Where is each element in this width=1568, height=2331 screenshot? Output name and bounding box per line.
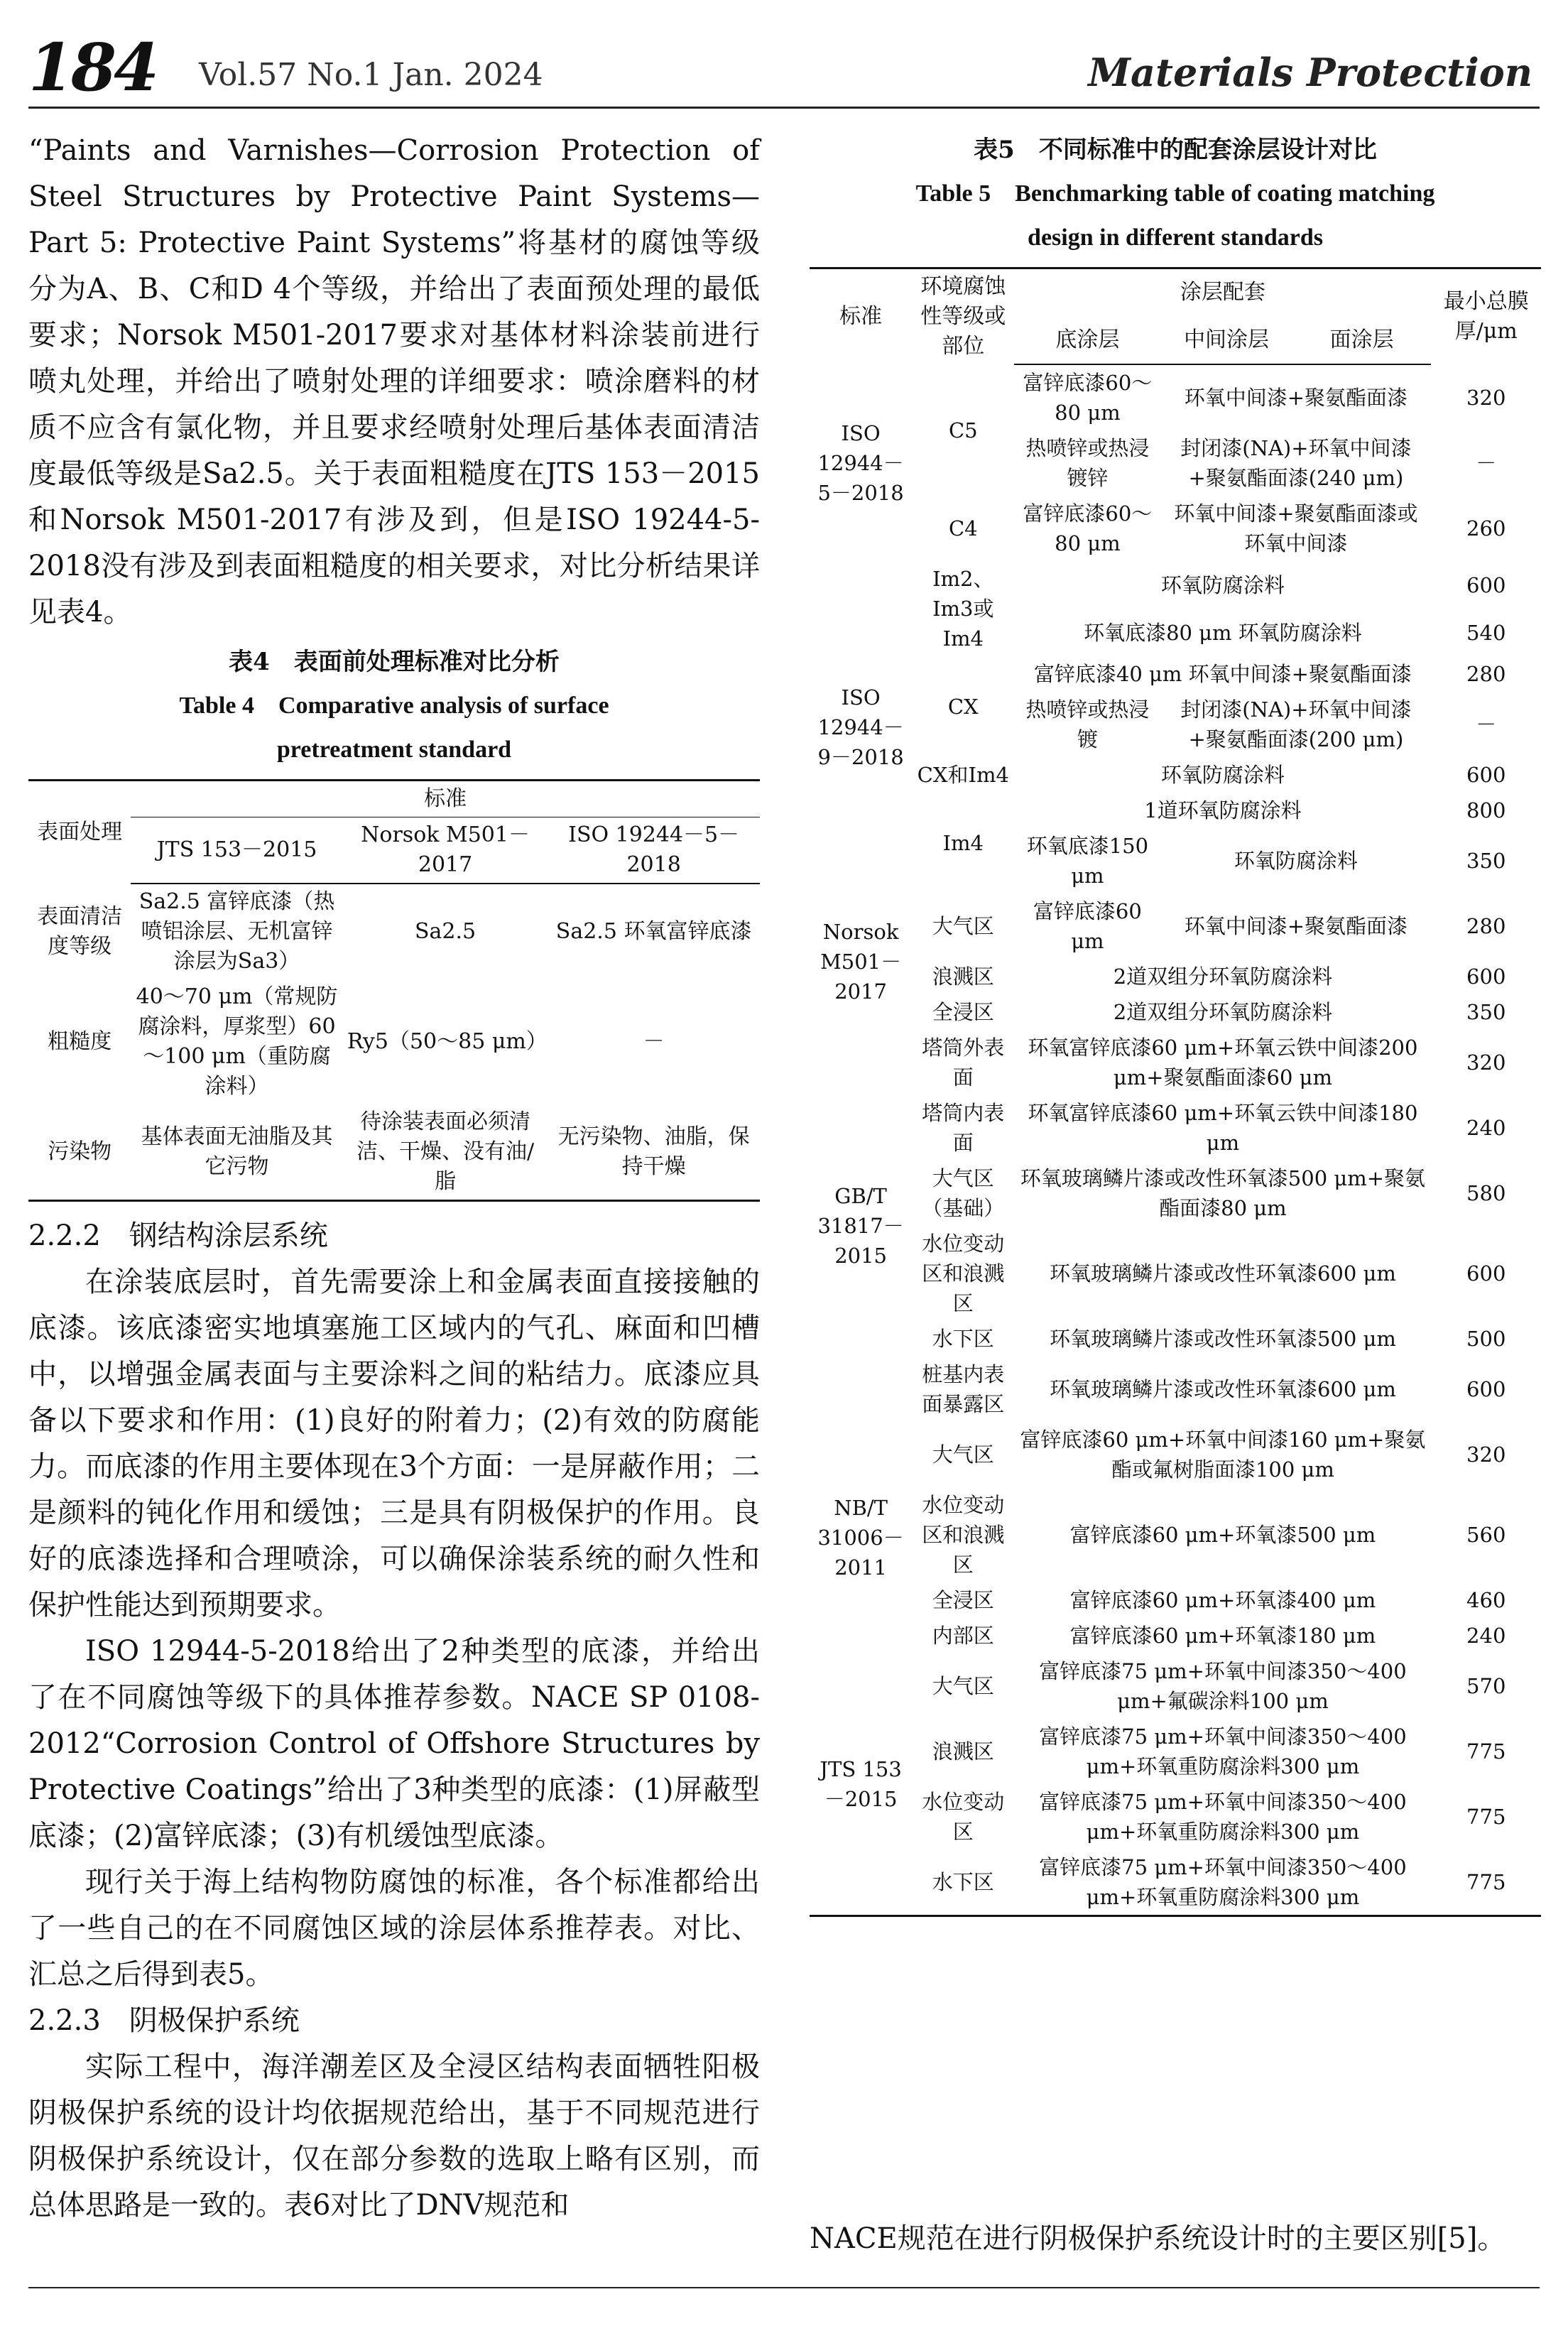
table-row — [810, 1422, 1541, 1487]
table-cell: － — [1476, 451, 1497, 475]
table-5 — [810, 267, 1541, 1917]
table-cell: 热喷锌或热浸镀 — [1025, 697, 1150, 751]
table-cell: 富锌底漆60 μm — [1033, 899, 1142, 953]
table-header: 中间涂层 — [1160, 317, 1292, 364]
table-cell: 环氧中间漆+聚氨酯面漆或环氧中间漆 — [1174, 501, 1418, 555]
table-cell: 环氧底漆80 μm 环氧防腐涂料 — [1084, 620, 1362, 645]
table-cell: C4 — [948, 516, 978, 540]
table-row — [28, 979, 760, 1104]
table-row — [810, 364, 1541, 430]
table-cell: 环氧防腐涂料 — [1234, 849, 1358, 873]
table-header: 环境腐蚀性等级或部位 — [920, 274, 1006, 359]
table4-caption-en: Table 4 Comparative analysis of surface — [179, 692, 609, 719]
table-cell: 800 — [1466, 798, 1506, 822]
page-header — [28, 28, 1540, 109]
table-cell: 环氧玻璃鳞片漆或改性环氧漆600 μm — [1049, 1261, 1396, 1286]
table-row — [810, 994, 1541, 1030]
table-row — [810, 959, 1541, 994]
table-cell: 全浸区 — [932, 1588, 994, 1612]
table-cell: 350 — [1466, 1000, 1506, 1024]
table-cell: C5 — [948, 418, 978, 442]
table-cell: 浪溅区 — [932, 1739, 994, 1764]
table-cell: Sa2.5 — [414, 919, 477, 944]
table-cell: 环氧防腐涂料 — [1160, 572, 1285, 597]
table-cell: GB/T 31817－2015 — [817, 1184, 904, 1268]
table-cell: 大气区 — [932, 1442, 994, 1467]
table-4 — [28, 779, 760, 1202]
paragraph-continuation: NACE规范在进行阴极保护系统设计时的主要区别[5]。 — [810, 2222, 1506, 2255]
table-row — [810, 1653, 1541, 1719]
table-cell: 水下区 — [932, 1327, 994, 1351]
table-cell: 富锌底漆60～80 μm — [1023, 371, 1153, 425]
table-cell: 富锌底漆60 μm+环氧漆500 μm — [1069, 1523, 1376, 1547]
table-cell: Im2、Im3或Im4 — [932, 567, 994, 651]
table-cell: 表面清洁度等级 — [37, 903, 123, 959]
table-cell: 富锌底漆40 μm 环氧中间漆+聚氨酯面漆 — [1033, 662, 1412, 686]
table-cell: 塔筒外表面 — [922, 1036, 1005, 1090]
table-cell: 560 — [1466, 1523, 1506, 1547]
table-cell: 40～70 μm（常规防腐涂料，厚浆型）60～100 μm（重防腐涂料） — [136, 984, 338, 1099]
table-row — [810, 1582, 1541, 1618]
section-heading: 2.2.2 钢结构涂层系统 — [28, 1219, 328, 1252]
table-cell: 塔筒内表面 — [922, 1101, 1005, 1155]
table-cell: 320 — [1466, 1050, 1506, 1075]
table-cell: 600 — [1466, 572, 1506, 597]
table-cell: 600 — [1466, 763, 1506, 787]
left-column — [28, 128, 760, 2229]
table-cell: 封闭漆(NA)+环氧中间漆+聚氨酯面漆(240 μm) — [1180, 436, 1412, 490]
table-cell: 环氧防腐涂料 — [1160, 763, 1285, 787]
table-cell: 570 — [1466, 1674, 1506, 1698]
table-cell: 水位变动区和浪溅区 — [922, 1232, 1005, 1315]
table-cell: 240 — [1466, 1116, 1506, 1140]
table-cell: 环氧底漆150 μm — [1026, 834, 1149, 888]
right-column — [810, 128, 1541, 1917]
table-cell: 环氧玻璃鳞片漆或改性环氧漆500 μm — [1049, 1327, 1396, 1351]
table-cell: － — [1476, 712, 1497, 737]
table-cell: CX — [947, 695, 979, 719]
table-cell: 600 — [1466, 1261, 1506, 1286]
table-cell: 待涂装表面必须清洁、干燥、没有油/脂 — [356, 1109, 535, 1194]
table-row — [810, 561, 1541, 609]
table-cell: 260 — [1466, 516, 1506, 540]
table-row — [810, 1161, 1541, 1226]
table-cell: 富锌底漆75 μm+环氧中间漆350～400 μm+环氧重防腐涂料300 μm — [1039, 1855, 1407, 1909]
table-cell: 全浸区 — [932, 1000, 994, 1024]
table-cell: 350 — [1466, 849, 1506, 873]
table-cell: 540 — [1466, 620, 1506, 645]
table-row — [810, 757, 1541, 793]
table-row — [810, 656, 1541, 692]
table-cell: 环氧玻璃鳞片漆或改性环氧漆600 μm — [1049, 1377, 1396, 1401]
table-row — [810, 1321, 1541, 1357]
section-heading: 2.2.3 阴极保护系统 — [28, 2004, 300, 2037]
volume-info: Vol.57 No.1 Jan. 2024 — [199, 57, 543, 93]
table-cell: 富锌底漆75 μm+环氧中间漆350～400 μm+环氧重防腐涂料300 μm — [1039, 1724, 1407, 1778]
table-cell: Sa2.5 富锌底漆（热喷铝涂层、无机富锌涂层为Sa3） — [138, 889, 335, 974]
table-cell: 热喷锌或热浸镀锌 — [1025, 436, 1150, 490]
table-header: 标准 — [424, 786, 467, 811]
paragraph: 在涂装底层时，首先需要涂上和金属表面直接接触的底漆。该底漆密实地填塞施工区域内的气孔、麻面和凹槽中，以增强金属表面与主要涂料之间的粘结力。底漆应具备以下要求和作用：(1)良好的附着力；(2)有效的防腐能力。而底漆的作用主要体现在3个方面：一是屏蔽作用；二是颜料的钝化作用和缓蚀；三是具有阴极保护的作用。良好的底漆选择和合理喷涂，可以确保涂装系统的耐久性和保护性能达到预期要求。 — [28, 1266, 760, 1621]
table-row — [810, 1357, 1541, 1422]
table-row — [810, 1487, 1541, 1582]
footer-divider — [28, 2287, 1540, 2288]
table-cell: 775 — [1466, 1870, 1506, 1894]
table-cell: 大气区 — [932, 1674, 994, 1698]
table-cell: JTS 153－2015 — [820, 1757, 902, 1811]
table-cell: 封闭漆(NA)+环氧中间漆+聚氨酯面漆(200 μm) — [1180, 697, 1412, 751]
table-cell: Norsok M501－2017 — [820, 920, 902, 1004]
table-header: 最小总膜厚/μm — [1443, 289, 1529, 344]
table5-caption-cn: 表5 不同标准中的配套涂层设计对比 — [974, 136, 1377, 164]
table5-caption-en: Table 5 Benchmarking table of coating matching — [915, 180, 1435, 207]
table-cell: 环氧中间漆+聚氨酯面漆 — [1184, 386, 1408, 410]
table-row — [810, 1849, 1541, 1916]
paragraph: “Paints and Varnishes—Corrosion Protection of Steel Structures by Protective Paint Systems—Part 5: Protective Paint Systems”将基材的腐蚀等级分为A、B、C和D 4个等级，并给出了表面预处理的最低要求；Norsok M501-2017要求对基体材料涂装前进行喷丸处理，并给出了喷射处理的详细要求：喷涂磨料的材质不应含有氯化物，并且要求经喷射处理后基体表面清洁度最低等级是Sa2.5。关于表面粗糙度在JTS 153－2015和Norsok M501-2017有涉及到，但是ISO 19244-5-2018没有涉及到表面粗糙度的相关要求，对比分析结果详见表4。 — [28, 134, 760, 629]
table-cell: 240 — [1466, 1624, 1506, 1648]
table-cell: 富锌底漆60～80 μm — [1023, 501, 1153, 555]
table-cell: 600 — [1466, 965, 1506, 989]
table-row — [28, 884, 760, 979]
table-cell: 富锌底漆75 μm+环氧中间漆350～400 μm+氟碳涂料100 μm — [1039, 1659, 1407, 1713]
table-cell: Sa2.5 环氧富锌底漆 — [555, 919, 752, 944]
table-cell: － — [643, 1029, 665, 1054]
table-cell: 500 — [1466, 1327, 1506, 1351]
table-cell: 环氧富锌底漆60 μm+环氧云铁中间漆180 μm — [1028, 1101, 1418, 1155]
table-header: 底涂层 — [1014, 317, 1160, 364]
table-cell: 2道双组分环氧防腐涂料 — [1113, 965, 1333, 989]
table-cell: 水位变动区 — [922, 1790, 1005, 1844]
table-cell: 环氧玻璃鳞片漆或改性环氧漆500 μm+聚氨酯面漆80 μm — [1020, 1166, 1426, 1220]
table-header: 面涂层 — [1292, 317, 1432, 364]
table-row — [810, 1618, 1541, 1653]
table-cell: 内部区 — [932, 1624, 994, 1648]
table-cell: 1道环氧防腐涂料 — [1144, 798, 1302, 822]
table-cell: 富锌底漆60 μm+环氧漆180 μm — [1069, 1624, 1376, 1648]
table-header: Norsok M501－2017 — [343, 817, 548, 884]
table-cell: ISO 12944－5－2018 — [817, 420, 904, 505]
table-cell: 320 — [1466, 385, 1506, 410]
paragraph: 实际工程中，海洋潮差区及全浸区结构表面牺牲阳极阴极保护系统的设计均依据规范给出，基于不同规范进行阴极保护系统设计，仅在部分参数的选取上略有区别，而总体思路是一致的。表6对比了DNV规范和 — [28, 2050, 760, 2222]
table-row — [810, 1030, 1541, 1095]
table-cell: 320 — [1466, 1442, 1506, 1467]
table-cell: 580 — [1466, 1181, 1506, 1205]
table-cell: 富锌底漆60 μm+环氧中间漆160 μm+聚氨酯或氟树脂面漆100 μm — [1020, 1428, 1426, 1482]
table-cell: 280 — [1466, 662, 1506, 686]
table-cell: 污染物 — [48, 1139, 112, 1164]
table-cell: Im4 — [942, 831, 984, 855]
table-cell: CX和Im4 — [917, 763, 1009, 787]
table4-caption-en-2: pretreatment standard — [276, 737, 512, 763]
table-header: 表面处理 — [37, 820, 123, 844]
table-cell: 775 — [1466, 1805, 1506, 1829]
table-cell: 浪溅区 — [932, 965, 994, 989]
table-header: ISO 19244－5－2018 — [548, 817, 760, 884]
table-row — [810, 793, 1541, 828]
table-row — [810, 1226, 1541, 1321]
table-cell: 水位变动区和浪溅区 — [922, 1493, 1005, 1577]
table-header: 涂层配套 — [1180, 280, 1265, 305]
paragraph: 现行关于海上结构物防腐蚀的标准，各个标准都给出了一些自己的在不同腐蚀区域的涂层体系推荐表。对比、汇总之后得到表5。 — [28, 1866, 760, 1991]
journal-name: Materials Protection — [1088, 50, 1532, 95]
table-cell: 2道双组分环氧防腐涂料 — [1113, 1000, 1333, 1024]
table-cell: 水下区 — [932, 1870, 994, 1894]
table-cell: 粗糙度 — [48, 1029, 112, 1054]
table-cell: 280 — [1466, 914, 1506, 938]
table-row — [810, 1095, 1541, 1161]
table-row — [810, 1719, 1541, 1784]
table-row — [810, 893, 1541, 959]
table5-caption-en-2: design in different standards — [1028, 224, 1323, 251]
table-header: JTS 153－2015 — [131, 817, 343, 884]
table-row — [28, 1104, 760, 1201]
table-cell: 460 — [1466, 1588, 1506, 1612]
table-cell: NB/T 31006－2011 — [817, 1496, 904, 1580]
table-cell: 桩基内表面暴露区 — [922, 1362, 1005, 1416]
table-cell: 基体表面无油脂及其它污物 — [141, 1124, 333, 1179]
table-cell: 大气区 — [932, 914, 994, 938]
table-cell: 富锌底漆60 μm+环氧漆400 μm — [1069, 1588, 1376, 1612]
table-cell: 大气区（基础） — [922, 1166, 1005, 1220]
table-header: 标准 — [839, 304, 883, 329]
table-row — [810, 496, 1541, 561]
paragraph: ISO 12944-5-2018给出了2种类型的底漆，并给出了在不同腐蚀等级下的具体推荐参数。NACE SP 0108-2012“Corrosion Control of Offshore Structures by Protective Coatings”给出了3种类型的底漆：(1)屏蔽型底漆；(2)富锌底漆；(3)有机缓蚀型底漆。 — [28, 1635, 760, 1852]
table4-caption-cn: 表4 表面前处理标准对比分析 — [229, 648, 560, 676]
table-cell: 600 — [1466, 1377, 1506, 1401]
table-cell: 富锌底漆75 μm+环氧中间漆350～400 μm+环氧重防腐涂料300 μm — [1039, 1790, 1407, 1844]
table-cell: Ry5（50～85 μm） — [347, 1029, 548, 1054]
table-cell: 环氧中间漆+聚氨酯面漆 — [1184, 914, 1408, 938]
table-cell: 环氧富锌底漆60 μm+环氧云铁中间漆200 μm+聚氨酯面漆60 μm — [1028, 1036, 1418, 1090]
table-cell: 无污染物、油脂，保持干燥 — [557, 1124, 750, 1179]
page-number: 184 — [28, 29, 157, 106]
table-row — [810, 1784, 1541, 1849]
table-cell: ISO 12944－9－2018 — [817, 685, 904, 769]
table-cell: 775 — [1466, 1739, 1506, 1764]
